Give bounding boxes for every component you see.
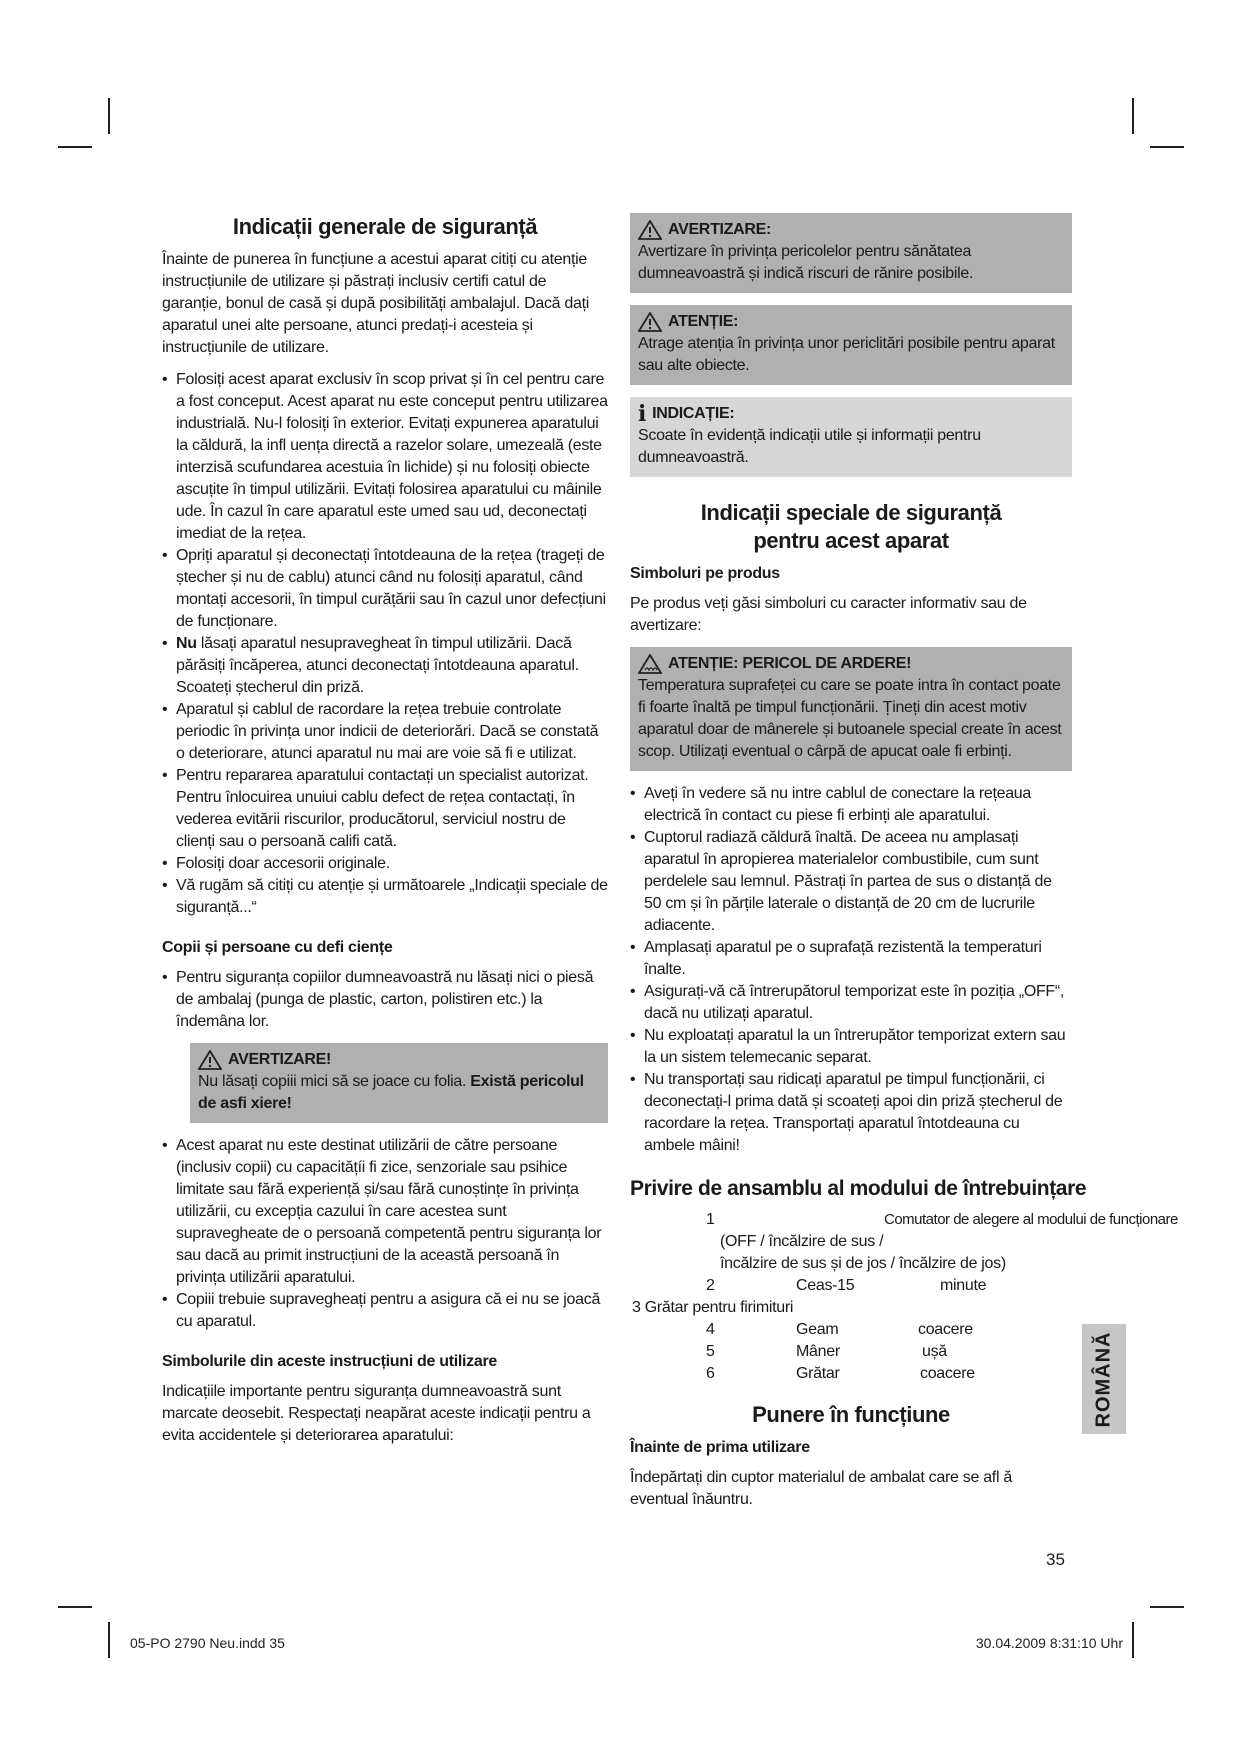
- list-item: • Copiii trebuie supravegheați pentru a asigura că ei nu se joacă cu aparatul.: [162, 1289, 608, 1333]
- first-use-paragraph: Îndepărtați din cuptor materialul de ambalat care se afl ă eventual înăuntru.: [630, 1469, 1012, 1508]
- part-name: 3 Grătar pentru firimituri: [632, 1299, 794, 1316]
- part-number: 4: [706, 1321, 715, 1338]
- crop-mark: [58, 1606, 92, 1608]
- overview-row: [630, 1363, 1072, 1385]
- crop-mark: [58, 146, 92, 148]
- part-number: 2: [706, 1277, 715, 1294]
- list-item-text: lăsați aparatul nesupravegheat în timpul utilizării. Dacă părăsiți încăperea, atunci deconectați întotdeauna aparatul. Scoateți ștecherul din priză.: [176, 635, 579, 696]
- list-item: • Nu transportați sau ridicați aparatul pe timpul funcționării, ci deconectați-l prima dată și scoateți apoi din priză ștecherul de racordare la rețea. Transportați aparatul întotdeauna cu ambele mâini!: [630, 1069, 1072, 1157]
- symbols-heading: Simbolurile din aceste instrucțiuni de utilizare: [162, 1353, 498, 1370]
- part-name: ușă: [922, 1343, 947, 1360]
- list-item: • Pentru repararea aparatului contactați un specialist autorizat. Pentru înlocuirea unuiui cablu defect de rețea contactați, în vederea evitării riscurilor, producătorul, serviciul nostru de clienți sau o persoană califi cată.: [162, 765, 608, 853]
- children-list: [162, 967, 608, 1033]
- part-name: coacere: [920, 1365, 975, 1382]
- bold-nu: Nu: [176, 635, 197, 652]
- overview-title: Privire de ansamblu al modului de întrebuințare: [630, 1177, 1087, 1200]
- avertizare-box: [630, 213, 1072, 293]
- box-text: Temperatura suprafeței cu care se poate intra în contact poate fi foarte înaltă pe timpul funcționării. Țineți din acest motiv aparatul doar de mânerele și butoanele special create în acest scop. Utilizați eventual o cârpă de apucat oale fi erbinți.: [638, 677, 1062, 760]
- warning-triangle-icon: [638, 220, 662, 240]
- general-safety-title: Indicații generale de siguranță: [232, 214, 538, 239]
- warning-triangle-icon: [198, 1050, 222, 1070]
- overview-row: [630, 1341, 1072, 1363]
- first-use-heading: Înainte de prima utilizare: [630, 1439, 810, 1456]
- overview-row: [630, 1275, 1072, 1297]
- crop-mark: [1150, 1606, 1184, 1608]
- part-name: coacere: [918, 1321, 973, 1338]
- part-number: 6: [706, 1365, 715, 1382]
- overview-row: [630, 1297, 1072, 1319]
- part-name: minute: [940, 1277, 987, 1294]
- part-name: Mâner: [796, 1343, 840, 1360]
- list-item: • Aveți în vedere să nu intre cablul de conectare la rețeaua electrică în contact cu piese fi erbinți ale aparatului.: [630, 783, 1072, 827]
- language-tab-label: ROMÂNĂ: [1092, 1331, 1115, 1427]
- part-name: Ceas-15: [796, 1277, 855, 1294]
- warning-text-normal: Nu lăsați copiii mici să se joace cu folia.: [198, 1073, 471, 1090]
- list-item: • Opriți aparatul și deconectați întotdeauna de la rețea (trageți de ștecher și nu de cablu) atunci când nu folosiți aparatul, când montați accesorii, în timpul curățării sau în cazul unor defecțiuni de funcționare.: [162, 545, 608, 633]
- box-head: [638, 311, 1064, 333]
- special-safety-title: [630, 499, 1072, 555]
- overview-row: [630, 1209, 1178, 1231]
- special-safety-list: [630, 783, 1072, 1157]
- overview-row: [630, 1231, 1072, 1253]
- list-item: • Folosiți acest aparat exclusiv în scop privat și în cel pentru care a fost conceput. Acest aparat nu este conceput pentru utilizarea industrială. Nu-l folosiți în exterior. Evitați expunerea aparatului la căldură, la infl uența directă a razelor solare, umezeală (este interzisă scufundarea acestuia în lichide) și nu folosiți obiecte ascuțite în timpul utilizării. Evitați folosirea aparatului cu mâinile ude. În cazul în care aparatul este umed sau ud, deconectați imediat de la rețea.: [162, 369, 608, 545]
- list-item: • Amplasați aparatul pe o suprafață rezistentă la temperaturi înalte.: [630, 937, 1072, 981]
- footer-file: 05-PO 2790 Neu.indd 35: [130, 1635, 285, 1651]
- crop-mark: [108, 98, 110, 134]
- suffocation-warning-box: [190, 1043, 608, 1123]
- warning-text: [198, 1071, 600, 1115]
- part-detail: încălzire de sus și de jos / încălzire de jos): [720, 1255, 1006, 1272]
- children-heading: Copii și persoane cu defi ciențe: [162, 939, 393, 956]
- title-line-1: Indicații speciale de siguranță: [700, 500, 1002, 525]
- box-label: ATENȚIE:: [668, 313, 739, 330]
- product-symbols-heading: Simboluri pe produs: [630, 565, 780, 582]
- box-head: [638, 403, 1064, 425]
- box-text: Avertizare în privința pericolelor pentru sănătatea dumneavoastră și indică riscuri de rănire posibile.: [638, 243, 974, 282]
- list-item: • Folosiți doar accesorii originale.: [162, 853, 608, 875]
- language-tab: [1082, 1324, 1126, 1434]
- atentie-box: [630, 305, 1072, 385]
- warning-head: [198, 1049, 600, 1071]
- burn-danger-box: [630, 647, 1072, 771]
- box-text: Atrage atenția în privința unor periclitări posibile pentru aparat sau alte obiecte.: [638, 335, 1055, 374]
- list-item: • Nu exploatați aparatul la un întrerupător temporizat extern sau la un sistem telemecanic separat.: [630, 1025, 1072, 1069]
- box-head: [638, 653, 1064, 675]
- overview-row: [630, 1319, 1072, 1341]
- symbols-paragraph: Indicațiile importante pentru siguranța dumneavoastră sunt marcate deosebit. Respectați neapărat aceste indicații pentru a evita accidentele și deteriorarea aparatului:: [162, 1383, 591, 1444]
- warning-label: AVERTIZARE!: [228, 1051, 332, 1068]
- part-name: Geam: [796, 1321, 839, 1338]
- list-item: • Pentru siguranța copiilor dumneavoastră nu lăsați nici o piesă de ambalaj (punga de plastic, carton, polistiren etc.) la îndemâna lor.: [162, 967, 608, 1033]
- box-head: [638, 219, 1064, 241]
- startup-title: Punere în funcțiune: [752, 1402, 950, 1427]
- list-item: • Cuptorul radiază căldură înaltă. De aceea nu amplasați aparatul în apropierea materialelor combustibile, cum sunt perdelele sau lemnul. Păstrați în partea de sus o distanță de 50 cm și în părțile laterale o distanță de 20 cm de lucrurile adiacente.: [630, 827, 1072, 937]
- crop-mark: [1132, 98, 1134, 134]
- box-label: ATENȚIE: PERICOL DE ARDERE!: [668, 655, 912, 672]
- part-name: Comutator de alegere al modului de funcționare: [884, 1211, 1178, 1228]
- crop-mark: [1132, 1622, 1134, 1658]
- left-column: [162, 213, 608, 1457]
- indicatie-box: [630, 397, 1072, 477]
- title-line-2: pentru acest aparat: [753, 528, 949, 553]
- info-icon: i: [638, 401, 647, 427]
- part-number: 5: [706, 1343, 715, 1360]
- crop-mark: [108, 1622, 110, 1658]
- general-safety-list: [162, 369, 608, 919]
- product-symbols-paragraph: Pe produs veți găsi simboluri cu caracter informativ sau de avertizare:: [630, 595, 1027, 634]
- list-item: • Asigurați-vă că întrerupătorul temporizat este în poziția „OFF“, dacă nu utilizați aparatul.: [630, 981, 1072, 1025]
- warning-text-bold: Există pericolul de asfi xiere!: [198, 1073, 584, 1112]
- crop-mark: [1150, 146, 1184, 148]
- warning-triangle-icon: [638, 654, 662, 674]
- list-item: • Acest aparat nu este destinat utilizării de către persoane (inclusiv copii) cu capacitățíi fi zice, senzoriale sau psihice limitate sau fără experiență și/sau fără cunoștințe în privința utilizării, cu excepția cazului în care acestea sunt supravegheate de o persoană competentă pentru siguranța lor sau dacă au primit instrucțiuni de la această persoană în privința utilizării aparatului.: [162, 1135, 608, 1289]
- part-number: 1: [706, 1211, 715, 1228]
- box-label: AVERTIZARE:: [668, 221, 772, 238]
- box-text: Scoate în evidență indicații utile și informații pentru dumneavoastră.: [638, 427, 981, 466]
- children-list-2: [162, 1135, 608, 1333]
- part-detail: (OFF / încălzire de sus /: [720, 1233, 884, 1250]
- overview-row: [630, 1253, 1072, 1275]
- list-item: [162, 633, 608, 699]
- footer-date: 30.04.2009 8:31:10 Uhr: [975, 1635, 1123, 1651]
- box-label: INDICAȚIE:: [652, 405, 735, 422]
- intro-paragraph: Înainte de punerea în funcțiune a acestui aparat citiți cu atenție instrucțiunile de utilizare și păstrați inclusiv certifi catul de garanție, bonul de casă și după posibilități ambalajul. Dacă dați aparatul unei alte persoane, atunci predați-i acesteia și instrucțiunile de utilizare.: [162, 251, 590, 356]
- list-item: • Aparatul și cablul de racordare la rețea trebuie controlate periodic în privința unor indicii de deteriorări. Dacă se constată o deteriorare, atunci aparatul nu mai are voie să fi e utilizat.: [162, 699, 608, 765]
- part-name: Grătar: [796, 1365, 840, 1382]
- page-number: 35: [1046, 1550, 1065, 1569]
- warning-triangle-icon: [638, 312, 662, 332]
- list-item: • Vă rugăm să citiți cu atenție și următoarele „Indicații speciale de siguranță...“: [162, 875, 608, 919]
